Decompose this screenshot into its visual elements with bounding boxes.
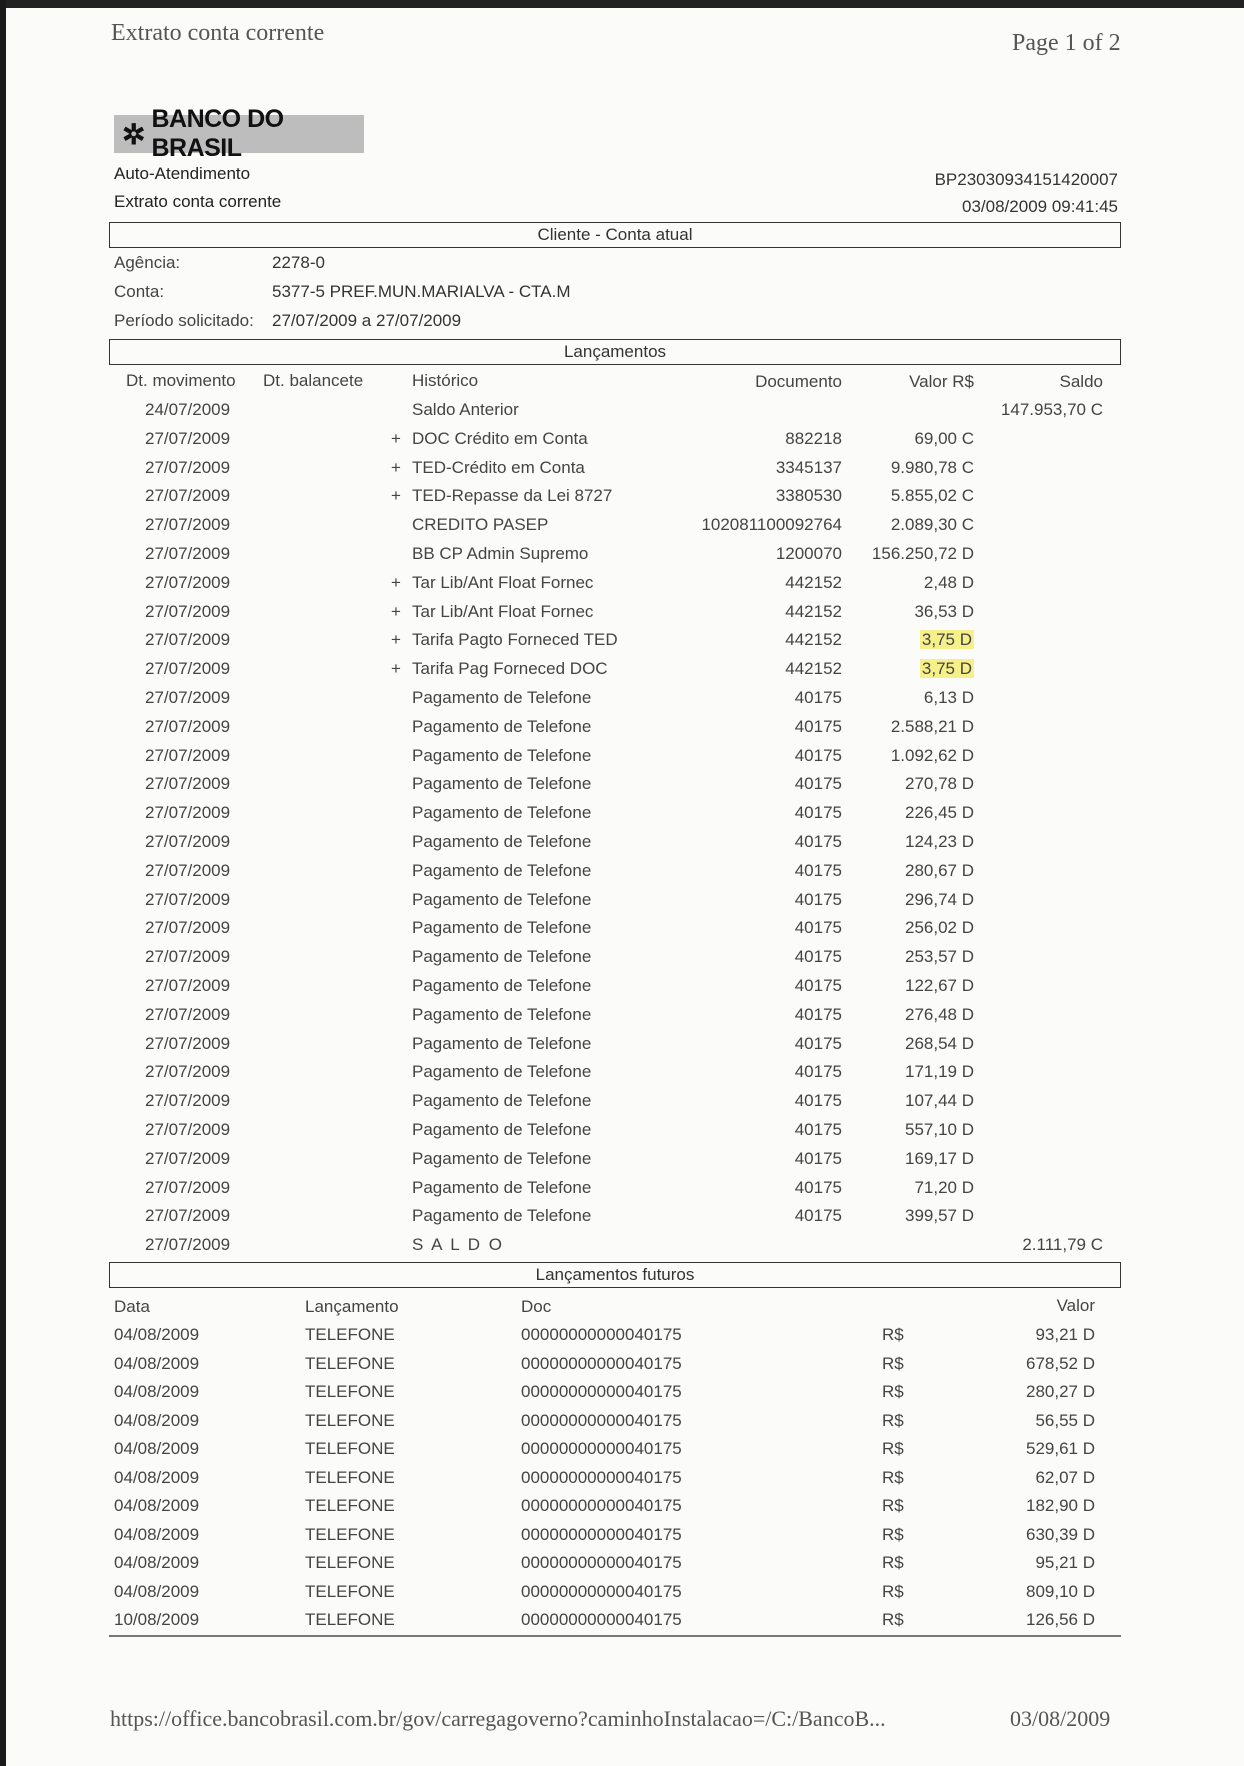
row-documento: 40175: [794, 976, 842, 995]
row-valor-futuro: 95,21 D: [1035, 1553, 1095, 1572]
header-doc-type: Extrato conta corrente: [114, 192, 282, 211]
row-valor-futuro: 93,21 D: [1035, 1325, 1095, 1344]
row-dt-movimento: 27/07/2009: [145, 716, 231, 736]
row-documento: 40175: [794, 1120, 842, 1139]
row-data: 04/08/2009: [114, 1410, 200, 1430]
valor-text: 296,74 D: [905, 889, 974, 909]
row-valor: [840, 1178, 974, 1198]
valor-text: 2.089,30 C: [890, 515, 974, 535]
client-section-header: Cliente - Conta atual: [109, 222, 1121, 248]
row-historico: S A L D O: [412, 1235, 505, 1255]
row-plus-marker: +: [391, 630, 401, 650]
valor-text: 226,45 D: [905, 803, 974, 823]
row-valor: [840, 918, 974, 938]
col-valor-futuro: Valor: [1056, 1296, 1095, 1315]
row-lancamento: TELEFONE: [305, 1524, 395, 1544]
lancamentos-header: Lançamentos: [109, 339, 1121, 365]
row-historico: Pagamento de Telefone: [412, 1148, 592, 1168]
row-historico: Pagamento de Telefone: [412, 1120, 592, 1139]
row-currency: R$: [882, 1496, 904, 1515]
row-currency: R$: [882, 1382, 904, 1401]
row-valor-futuro: 678,52 D: [1026, 1353, 1095, 1373]
row-valor: [840, 1149, 974, 1169]
row-documento: 40175: [794, 860, 842, 880]
row-valor: [840, 659, 974, 679]
valor-text: 399,57 D: [905, 1206, 974, 1226]
row-historico: Pagamento de Telefone: [412, 860, 592, 880]
row-dt-movimento: 27/07/2009: [145, 918, 231, 938]
row-documento: 40175: [794, 918, 842, 938]
row-currency: R$: [882, 1467, 904, 1487]
row-valor: [840, 774, 974, 794]
row-valor-futuro: 62,07 D: [1035, 1467, 1095, 1487]
valor-text: 557,10 D: [905, 1120, 974, 1139]
row-documento: 442152: [785, 630, 842, 650]
row-documento: 40175: [794, 688, 842, 707]
row-documento: 40175: [794, 889, 842, 909]
row-documento: 40175: [794, 947, 842, 967]
row-dt-movimento: 27/07/2009: [145, 630, 231, 650]
print-header-title: Extrato conta corrente: [111, 20, 325, 46]
row-documento: 442152: [785, 659, 842, 679]
valor-text: 171,19 D: [905, 1062, 974, 1082]
row-dt-movimento: 27/07/2009: [145, 1235, 231, 1255]
valor-text: 268,54 D: [905, 1033, 974, 1053]
row-historico: Tarifa Pagto Forneced TED: [412, 630, 618, 650]
row-valor: [840, 976, 974, 996]
row-valor: [840, 630, 974, 650]
row-valor: [840, 1206, 974, 1226]
col-valor: Valor R$: [909, 372, 974, 391]
row-valor-futuro: 126,56 D: [1026, 1610, 1095, 1629]
row-doc: 00000000000040175: [521, 1610, 682, 1629]
valor-text: 270,78 D: [905, 774, 974, 794]
row-currency: R$: [882, 1325, 904, 1344]
row-valor-futuro: 56,55 D: [1035, 1410, 1095, 1430]
valor-text: 2,48 D: [923, 572, 974, 592]
row-doc: 00000000000040175: [521, 1581, 682, 1601]
row-currency: R$: [882, 1610, 904, 1629]
row-documento: 3345137: [775, 457, 842, 477]
footer-url: https://office.bancobrasil.com.br/gov/carregagoverno?caminhoInstalacao=/C:/BancoB...: [110, 1706, 886, 1731]
footer-date: 03/08/2009: [1010, 1706, 1111, 1731]
row-documento: 40175: [794, 1091, 842, 1111]
col-doc: Doc: [521, 1297, 552, 1316]
highlighted-valor: 3,75 D: [921, 630, 972, 650]
valor-text: 5.855,02 C: [890, 486, 974, 506]
header-timestamp: 03/08/2009 09:41:45: [962, 197, 1118, 216]
row-documento: 3380530: [775, 486, 842, 506]
row-lancamento: TELEFONE: [305, 1353, 395, 1373]
row-valor: [840, 1120, 974, 1140]
row-data: 04/08/2009: [114, 1581, 200, 1601]
row-dt-movimento: 27/07/2009: [145, 1177, 231, 1197]
row-documento: 40175: [794, 1206, 842, 1226]
row-lancamento: TELEFONE: [305, 1467, 395, 1487]
row-valor: [840, 1062, 974, 1082]
row-valor: [840, 947, 974, 967]
row-historico: BB CP Admin Supremo: [412, 544, 589, 563]
row-documento: 40175: [794, 1148, 842, 1168]
row-historico: Pagamento de Telefone: [412, 716, 592, 736]
row-historico: Pagamento de Telefone: [412, 1091, 592, 1111]
row-doc: 00000000000040175: [521, 1382, 682, 1401]
row-data: 04/08/2009: [114, 1353, 200, 1373]
valor-text: 280,67 D: [905, 860, 974, 880]
row-documento: 882218: [785, 428, 842, 448]
row-valor: [840, 515, 974, 535]
table-bottom-rule: [109, 1635, 1121, 1637]
row-valor: [840, 602, 974, 622]
row-historico: Pagamento de Telefone: [412, 803, 592, 823]
row-historico: Tar Lib/Ant Float Fornec: [412, 572, 594, 592]
row-documento: 40175: [794, 716, 842, 736]
row-lancamento: TELEFONE: [305, 1496, 395, 1515]
row-dt-movimento: 27/07/2009: [145, 601, 231, 621]
row-historico: Tar Lib/Ant Float Fornec: [412, 601, 594, 621]
row-valor: [840, 458, 974, 478]
row-historico: Pagamento de Telefone: [412, 1062, 592, 1082]
row-doc: 00000000000040175: [521, 1467, 682, 1487]
row-historico: Pagamento de Telefone: [412, 774, 592, 794]
row-valor: [840, 1091, 974, 1111]
row-valor: [840, 803, 974, 823]
row-dt-movimento: 27/07/2009: [145, 659, 231, 679]
row-valor: [840, 688, 974, 708]
row-historico: Pagamento de Telefone: [412, 889, 592, 909]
conta-value: 5377-5 PREF.MUN.MARIALVA - CTA.M: [272, 282, 571, 301]
row-dt-movimento: 27/07/2009: [145, 1120, 231, 1139]
scan-top-edge: [0, 0, 1244, 8]
valor-text: 256,02 D: [905, 918, 974, 938]
valor-text: 156.250,72 D: [871, 544, 974, 563]
periodo-value: 27/07/2009 a 27/07/2009: [272, 311, 462, 330]
row-valor: [840, 1005, 974, 1025]
col-dt-balancete: Dt. balancete: [263, 371, 364, 390]
row-historico: TED-Crédito em Conta: [412, 457, 585, 477]
valor-text: 122,67 D: [905, 976, 974, 995]
valor-text: 169,17 D: [905, 1148, 974, 1168]
row-plus-marker: +: [391, 572, 401, 592]
row-lancamento: TELEFONE: [305, 1410, 395, 1430]
row-historico: Tarifa Pag Forneced DOC: [412, 659, 608, 679]
row-valor: [840, 429, 974, 449]
valor-text: 71,20 D: [914, 1177, 974, 1197]
bank-logo-icon: ✲: [122, 118, 146, 150]
agencia-label: Agência:: [114, 253, 181, 272]
row-documento: 40175: [794, 832, 842, 851]
row-valor: [840, 717, 974, 737]
row-data: 04/08/2009: [114, 1524, 200, 1544]
row-dt-movimento: 27/07/2009: [145, 1091, 231, 1111]
row-valor-futuro: 529,61 D: [1026, 1439, 1095, 1458]
row-dt-movimento: 27/07/2009: [145, 774, 231, 794]
row-documento: 40175: [794, 1033, 842, 1053]
row-historico: Pagamento de Telefone: [412, 918, 592, 938]
row-valor: [840, 890, 974, 910]
row-data: 04/08/2009: [114, 1382, 200, 1401]
row-data: 04/08/2009: [114, 1325, 200, 1344]
scan-left-edge: [0, 0, 6, 1766]
row-lancamento: TELEFONE: [305, 1325, 395, 1344]
row-documento: 442152: [785, 601, 842, 621]
row-dt-movimento: 27/07/2009: [145, 976, 231, 995]
row-lancamento: TELEFONE: [305, 1553, 395, 1572]
row-plus-marker: +: [391, 659, 401, 679]
row-doc: 00000000000040175: [521, 1553, 682, 1572]
futuros-header: Lançamentos futuros: [109, 1262, 1121, 1288]
row-doc: 00000000000040175: [521, 1524, 682, 1544]
valor-text: 69,00 C: [914, 428, 974, 448]
row-dt-movimento: 27/07/2009: [145, 457, 231, 477]
row-currency: R$: [882, 1410, 904, 1430]
row-documento: 40175: [794, 803, 842, 823]
row-data: 04/08/2009: [114, 1553, 200, 1572]
row-documento: 442152: [785, 572, 842, 592]
row-historico: TED-Repasse da Lei 8727: [412, 486, 613, 506]
highlighted-valor: 3,75 D: [921, 659, 972, 679]
row-documento: 40175: [794, 774, 842, 794]
row-dt-movimento: 27/07/2009: [145, 832, 231, 851]
row-historico: Pagamento de Telefone: [412, 1177, 592, 1197]
row-dt-movimento: 27/07/2009: [145, 745, 231, 765]
row-valor: [840, 746, 974, 766]
row-doc: 00000000000040175: [521, 1410, 682, 1430]
row-currency: R$: [882, 1581, 904, 1601]
row-dt-movimento: 27/07/2009: [145, 1033, 231, 1053]
bank-logo-text: BANCO DO BRASIL: [151, 105, 284, 162]
valor-text: 9.980,78 C: [890, 457, 974, 477]
row-dt-movimento: 27/07/2009: [145, 1004, 231, 1024]
row-plus-marker: +: [391, 486, 401, 506]
valor-text: 276,48 D: [905, 1004, 974, 1024]
periodo-label: Período solicitado:: [114, 311, 254, 330]
conta-label: Conta:: [114, 282, 165, 301]
col-saldo: Saldo: [1059, 372, 1103, 391]
row-data: 04/08/2009: [114, 1496, 200, 1515]
col-dt-movimento: Dt. movimento: [126, 371, 236, 390]
row-dt-movimento: 27/07/2009: [145, 889, 231, 909]
row-data: 04/08/2009: [114, 1467, 200, 1487]
row-dt-movimento: 27/07/2009: [145, 688, 231, 707]
row-lancamento: TELEFONE: [305, 1581, 395, 1601]
row-valor: [840, 832, 974, 852]
row-dt-movimento: 27/07/2009: [145, 1148, 231, 1168]
row-valor: [840, 544, 974, 564]
row-dt-movimento: 27/07/2009: [145, 1206, 231, 1226]
header-doc-id: BP23030934151420007: [934, 170, 1118, 189]
agencia-value: 2278-0: [272, 253, 325, 272]
row-documento: 1200070: [775, 544, 842, 563]
row-dt-movimento: 27/07/2009: [145, 544, 231, 563]
col-lancamento: Lançamento: [305, 1297, 399, 1316]
row-documento: 40175: [794, 1062, 842, 1082]
bank-logo: [114, 105, 364, 162]
row-dt-movimento: 27/07/2009: [145, 572, 231, 592]
row-doc: 00000000000040175: [521, 1353, 682, 1373]
row-valor-futuro: 280,27 D: [1026, 1382, 1095, 1401]
row-historico: Pagamento de Telefone: [412, 1206, 592, 1226]
header-service: Auto-Atendimento: [114, 164, 251, 183]
row-valor-futuro: 182,90 D: [1026, 1496, 1095, 1515]
row-historico: Pagamento de Telefone: [412, 1033, 592, 1053]
row-dt-movimento: 27/07/2009: [145, 515, 231, 535]
valor-text: 253,57 D: [905, 947, 974, 967]
col-documento: Documento: [755, 372, 842, 391]
row-dt-movimento: 27/07/2009: [145, 486, 231, 506]
row-currency: R$: [882, 1353, 904, 1373]
row-lancamento: TELEFONE: [305, 1439, 395, 1458]
row-documento: 40175: [794, 1004, 842, 1024]
row-dt-movimento: 27/07/2009: [145, 428, 231, 448]
row-valor-futuro: 630,39 D: [1026, 1524, 1095, 1544]
row-dt-movimento: 27/07/2009: [145, 860, 231, 880]
valor-text: 1.092,62 D: [890, 745, 974, 765]
row-historico: Pagamento de Telefone: [412, 947, 592, 967]
valor-text: 6,13 D: [923, 688, 974, 707]
row-documento: 40175: [794, 745, 842, 765]
row-dt-movimento: 27/07/2009: [145, 947, 231, 967]
row-data: 04/08/2009: [114, 1439, 200, 1458]
row-plus-marker: +: [391, 601, 401, 621]
row-lancamento: TELEFONE: [305, 1610, 395, 1629]
row-saldo: 147.953,70 C: [1000, 400, 1103, 419]
row-documento: 40175: [794, 1177, 842, 1197]
row-historico: CREDITO PASEP: [412, 515, 549, 535]
row-data: 10/08/2009: [114, 1610, 200, 1629]
row-historico: Pagamento de Telefone: [412, 832, 592, 851]
row-historico: Saldo Anterior: [412, 400, 519, 419]
row-doc: 00000000000040175: [521, 1496, 682, 1515]
col-data: Data: [114, 1297, 150, 1316]
row-currency: R$: [882, 1439, 904, 1458]
row-currency: R$: [882, 1553, 904, 1572]
row-historico: Pagamento de Telefone: [412, 688, 592, 707]
row-dt-movimento: 27/07/2009: [145, 1062, 231, 1082]
row-lancamento: TELEFONE: [305, 1382, 395, 1401]
row-documento: 102081100092764: [701, 515, 842, 535]
row-valor-futuro: 809,10 D: [1026, 1581, 1095, 1601]
row-valor: [840, 573, 974, 593]
row-dt-movimento: 27/07/2009: [145, 803, 231, 823]
valor-text: 107,44 D: [905, 1091, 974, 1111]
row-historico: Pagamento de Telefone: [412, 745, 592, 765]
row-doc: 00000000000040175: [521, 1439, 682, 1458]
row-valor: [840, 1034, 974, 1054]
row-valor: [840, 861, 974, 881]
row-historico: DOC Crédito em Conta: [412, 428, 588, 448]
row-plus-marker: +: [391, 428, 401, 448]
row-saldo: 2.111,79 C: [1022, 1235, 1103, 1255]
valor-text: 36,53 D: [914, 601, 974, 621]
row-dt-movimento: 24/07/2009: [145, 400, 231, 419]
row-doc: 00000000000040175: [521, 1325, 682, 1344]
row-historico: Pagamento de Telefone: [412, 1004, 592, 1024]
col-historico: Histórico: [412, 371, 479, 390]
row-currency: R$: [882, 1524, 904, 1544]
valor-text: 124,23 D: [905, 832, 974, 851]
row-plus-marker: +: [391, 457, 401, 477]
valor-text: 2.588,21 D: [890, 716, 974, 736]
row-historico: Pagamento de Telefone: [412, 976, 592, 995]
print-page-number: Page 1 of 2: [1012, 30, 1121, 56]
row-valor: [840, 486, 974, 506]
